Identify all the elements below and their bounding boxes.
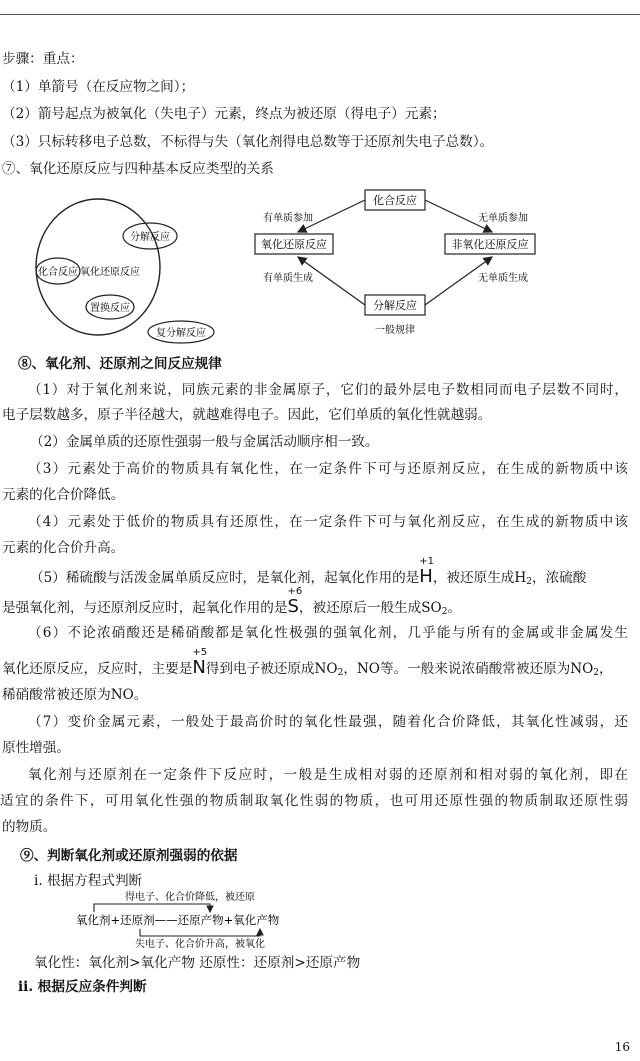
no2-subscript-1: 2 [337, 668, 344, 678]
section-8-title: ⑧、氧化剂、还原剂之间反应规律 [18, 356, 222, 372]
para-1-line-2: 电子层数越多，原子半径越大，就越难得电子。因此，它们单质的氧化性就越弱。 [2, 407, 492, 423]
para-5-line-2 [2, 586, 462, 621]
h-oxidation-state: +1 [419, 556, 435, 567]
flow-simple-out-label: 有单质生成 [263, 273, 313, 284]
h2-subscript: 2 [526, 577, 532, 587]
venn-decomposition-label: 分解反应 [130, 232, 170, 243]
flow-no-simple-out-label: 无单质生成 [478, 273, 528, 284]
subsection-ii: ii. 根据反应条件判断 [18, 979, 147, 995]
para-5-line-1-post: ，被还原生成H [432, 570, 527, 586]
venn-combination-label: 化合反应 [38, 267, 78, 278]
h-symbol: H [419, 566, 433, 587]
comparison-rule: 氧化性：氧化剂>氧化产物 还原性：还原剂>还原产物 [34, 955, 361, 971]
page-number: 16 [614, 1040, 630, 1054]
n-oxidation-state: +5 [192, 647, 208, 658]
para-6-line-2-mid: ，NO等。一般来说浓硝酸常被还原为NO [343, 661, 594, 677]
section-7-title: ⑦、氧化还原反应与四种基本反应类型的关系 [2, 161, 274, 177]
subsection-i: i. 根据方程式判断 [34, 873, 143, 889]
no2-subscript-2: 2 [593, 668, 600, 678]
flow-nonredox-label: 非氧化还原反应 [451, 238, 529, 251]
para-3-line-1: （3）元素处于高价的物质具有氧化性，在一定条件下可与还原剂反应，在生成的新物质中该 [28, 461, 628, 477]
para-4-line-1: （4）元素处于低价的物质具有还原性，在一定条件下可与氧化剂反应，在生成的新物质中该 [28, 514, 628, 530]
flow-diagram [240, 185, 550, 345]
para-4-line-2: 元素的化合价升高。 [2, 540, 125, 556]
para-8-line-2: 适宜的条件下，可用氧化性强的物质制取氧化性弱的物质，也可用还原性强的物质制取还原性弱 [0, 793, 628, 809]
para-6-line-2-text: 氧化还原反应，反应时，主要是 [2, 661, 193, 677]
gain-electron-arrow [94, 904, 210, 912]
section-9-title: ⑨、判断氧化剂或还原剂强弱的依据 [20, 848, 238, 864]
eq-top-label: 得电子、化合价降低，被还原 [125, 892, 255, 903]
para-8-line-3: 的物质。 [2, 819, 57, 835]
para-5-line-2-text: 是强氧化剂，与还原剂反应时，起氧化作用的是 [2, 600, 288, 616]
step-3: （3）只标转移电子总数，不标得与失（氧化剂得电总数等于还原剂失电子总数）。 [2, 134, 494, 150]
para-7-line-1: （7）变价金属元素，一般处于最高价时的氧化性最强，随着化合价降低，其氧化性减弱，还 [28, 714, 628, 730]
flow-combination-label: 化合反应 [373, 194, 417, 207]
para-5-line-1 [30, 556, 587, 591]
s-symbol: S [287, 596, 299, 617]
flow-redox-label: 氧化还原反应 [261, 238, 327, 251]
para-1-line-1: （1）对于氧化剂来说，同族元素的非金属原子，它们的最外层电子数相同而电子层数不同时， [28, 382, 628, 398]
n-symbol: N [192, 657, 206, 678]
para-6-line-2-end: ， [599, 661, 613, 677]
venn-double-decomposition-label: 复分解反应 [156, 328, 206, 339]
flow-no-simple-in-label: 无单质参加 [478, 213, 528, 224]
eq-bottom-label: 失电子、化合价升高，被氧化 [135, 939, 265, 950]
s-plus-six [287, 586, 303, 617]
para-6-line-2-post: 得到电子被还原成NO [205, 661, 338, 677]
steps-heading: 步骤：重点： [2, 51, 84, 67]
step-2: （2）箭号起点为被氧化（失电子）元素，终点为被还原（得电子）元素； [2, 106, 446, 122]
venn-redox-label: 氧化还原反应 [80, 267, 140, 278]
lose-electron-arrow [140, 929, 260, 936]
para-6-line-1: （6）不论浓硝酸还是稀硝酸都是氧化性极强的强氧化剂，几乎能与所有的金属或非金属发生 [28, 625, 628, 641]
para-5-line-1-end: ，浓硫酸 [531, 570, 587, 586]
so2-subscript: 2 [441, 607, 448, 617]
header-rule [0, 14, 640, 15]
para-6-line-3: 稀硝酸常被还原为NO。 [2, 687, 148, 703]
para-5-line-2-end: 。 [447, 600, 462, 616]
para-6-line-2 [2, 647, 613, 682]
n-plus-five [192, 647, 208, 678]
para-7-line-2: 原性增强。 [2, 740, 70, 756]
para-8-line-1: 氧化剂与还原剂在一定条件下反应时，一般是生成相对弱的还原剂和相对弱的氧化剂，即在 [28, 767, 628, 783]
step-1: （1）单箭号（在反应物之间）； [2, 79, 195, 95]
para-5-line-2-post: ，被还原后一般生成SO [298, 600, 442, 616]
venn-displacement-label: 置换反应 [90, 303, 130, 314]
flow-simple-in-label: 有单质参加 [263, 213, 313, 224]
flow-decomposition-label: 分解反应 [373, 299, 417, 312]
para-5-line-1-text: （5）稀硫酸与活泼金属单质反应时，是氧化剂，起氧化作用的是 [30, 570, 420, 586]
para-3-line-2: 元素的化合价降低。 [2, 487, 125, 503]
venn-diagram [30, 195, 220, 345]
para-2: （2）金属单质的还原性强弱一般与金属活动顺序相一致。 [30, 434, 379, 450]
electron-transfer-diagram [60, 888, 310, 950]
h-plus-one [419, 556, 435, 587]
eq-main: 氧化剂+还原剂——还原产物+氧化产物 [76, 913, 280, 927]
s-oxidation-state: +6 [287, 586, 303, 597]
flow-caption: 一般规律 [375, 325, 415, 336]
